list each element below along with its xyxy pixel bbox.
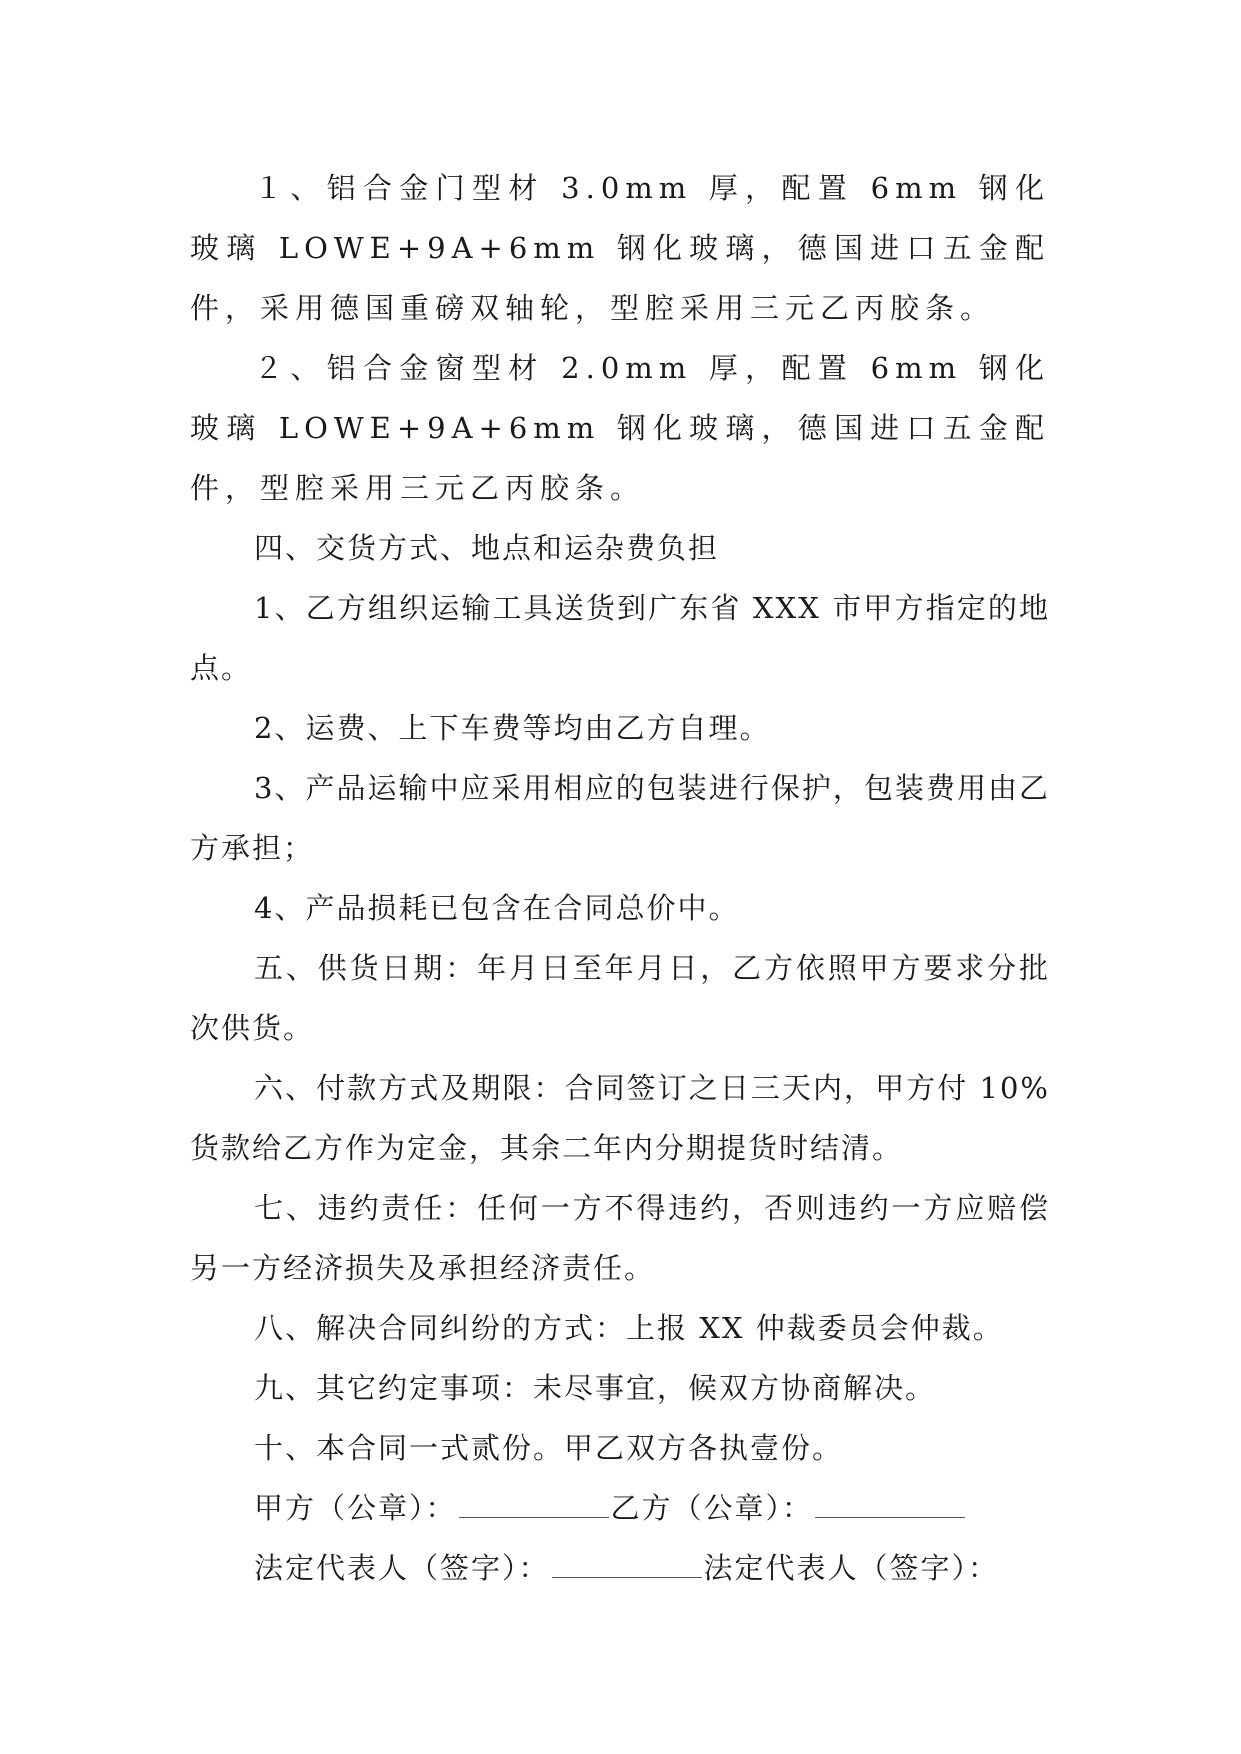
legal-rep-a-blank[interactable] <box>552 1553 702 1578</box>
legal-rep-b-label: 法定代表人（签字）： <box>703 1551 1000 1585</box>
section-copies: 十、本合同一式贰份。甲乙双方各执壹份。 <box>254 1431 844 1465</box>
legal-rep-a-label: 法定代表人（签字）： <box>254 1551 550 1585</box>
seal-signature-line <box>190 1478 1050 1538</box>
party-a-seal-label: 甲方（公章）： <box>254 1491 457 1525</box>
party-a-seal-blank[interactable] <box>459 1493 609 1518</box>
clause-freight-cost: 2、运费、上下车费等均由乙方自理。 <box>254 711 771 745</box>
legal-rep-signature-line <box>190 1538 1050 1598</box>
party-b-seal-label: 乙方（公章）： <box>610 1491 814 1525</box>
section-payment-terms: 六、付款方式及期限：合同签订之日三天内，甲方付 10% 货款给乙方作为定金，其余二年内分期提货时结清。 <box>190 1071 1050 1165</box>
clause-delivery-transport: 1、乙方组织运输工具送货到广东省 XXX 市甲方指定的地点。 <box>190 591 1050 685</box>
section-other-matters: 九、其它约定事项：未尽事宜，候双方协商解决。 <box>254 1371 937 1405</box>
section-breach-liability: 七、违约责任：任何一方不得违约，否则违约一方应赔偿另一方经济损失及承担经济责任。 <box>190 1191 1050 1285</box>
section-supply-date: 五、供货日期：年月日至年月日，乙方依照甲方要求分批次供货。 <box>190 951 1050 1045</box>
clause-product-loss: 4、产品损耗已包含在合同总价中。 <box>254 891 740 925</box>
section-dispute-resolution: 八、解决合同纠纷的方式：上报 XX 仲裁委员会仲裁。 <box>254 1311 1004 1345</box>
section-heading-delivery: 四、交货方式、地点和运杂费负担 <box>254 531 720 565</box>
contract-body <box>190 158 1050 1598</box>
party-b-seal-blank[interactable] <box>815 1493 965 1518</box>
clause-packaging: 3、产品运输中应采用相应的包装进行保护，包装费用由乙方承担； <box>190 771 1050 865</box>
clause-door-profile: １、铝合金门型材 3.0mm 厚，配置 6mm 钢化玻璃 LOWE+9A+6mm 钢化玻璃，德国进口五金配件，采用德国重磅双轴轮，型腔采用三元乙丙胶条。 <box>190 171 1050 325</box>
clause-window-profile: ２、铝合金窗型材 2.0mm 厚，配置 6mm 钢化玻璃 LOWE+9A+6mm 钢化玻璃，德国进口五金配件，型腔采用三元乙丙胶条。 <box>190 351 1050 505</box>
